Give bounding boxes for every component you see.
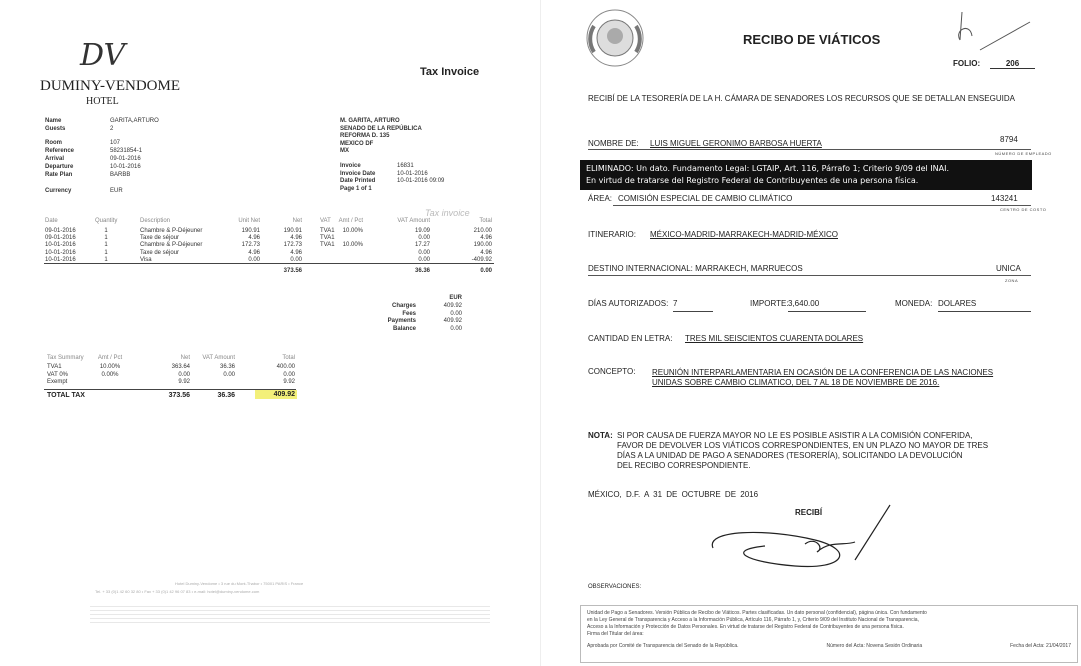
tax-cell: Exempt: [47, 379, 68, 385]
total-tax-net: 373.56: [168, 392, 190, 399]
page-divider: [540, 0, 541, 666]
table-cell: TVA1: [320, 228, 335, 234]
address-line: MX: [340, 148, 349, 154]
area-value: COMISIÓN ESPECIAL DE CAMBIO CLIMÁTICO: [618, 194, 793, 203]
moneda-value: DOLARES: [938, 299, 1031, 312]
guest-field-value: 2: [110, 126, 114, 132]
concepto-label: CONCEPTO:: [588, 367, 636, 376]
tax-cell: 363.64: [171, 364, 190, 370]
guest-field-label: Room: [45, 140, 62, 146]
box-approval: Aprobada por Comité de Transparencia del Senado de la República.: [587, 643, 739, 649]
address-line: REFORMA D. 135: [340, 133, 390, 139]
table-cell: 0.00: [290, 256, 302, 263]
tax-cell: 0.00: [178, 371, 190, 378]
guest-field-label: Arrival: [45, 156, 65, 162]
table-cell: 190.91: [241, 228, 260, 234]
table-cell: 0.00: [418, 256, 430, 263]
hotel-logo-monogram: DV: [80, 38, 126, 73]
total-tax-vat: 36.36: [217, 392, 235, 399]
concepto-line-1: REUNIÓN INTERPARLAMENTARIA EN OCASIÓN DE LA CONFERENCIA DE LAS NACIONES: [652, 368, 994, 377]
nombre-value: LUIS MIGUEL GERONIMO BARBOSA HUERTA: [650, 139, 822, 148]
guest-field-label: Guests: [45, 126, 66, 132]
hotel-invoice-page: [0, 0, 530, 666]
intro-text: RECIBÍ DE LA TESORERÍA DE LA H. CÁMARA DE SENADORES LOS RECURSOS QUE SE DETALLAN ENSEGUIDA: [588, 94, 1015, 103]
importe-label: IMPORTE:: [750, 299, 789, 308]
table-cell: 210.00: [473, 228, 492, 234]
table-header: Net: [292, 218, 302, 224]
zona-value: UNICA: [996, 264, 1021, 273]
table-cell: 4.96: [290, 235, 302, 242]
guest-field-label: Departure: [45, 164, 74, 170]
table-cell: 09-01-2016: [45, 228, 76, 234]
redaction-line-2: En virtud de tratarse del Registro Federal de Contribuyentes de una persona física.: [586, 176, 919, 185]
table-cell: 09-01-2016: [45, 235, 76, 242]
tax-header: Amt / Pct: [97, 355, 123, 361]
table-cell: 4.96: [248, 249, 260, 256]
table-cell: TVA1: [320, 235, 335, 242]
invoice-field-label: Date Printed: [340, 178, 376, 184]
guest-field-value: 107: [110, 140, 121, 146]
invoice-field-value: 16831: [397, 163, 414, 169]
guest-field-label: Currency: [45, 188, 72, 194]
nota-line-3: DÍAS A LA UNIDAD DE PAGO A SENADORES (TESORERÍA), SOLICITANDO LA DEVOLUCIÓN: [617, 451, 963, 460]
dias-value: 7: [673, 299, 713, 312]
tax-header: Net: [180, 355, 190, 361]
recipient-signature-icon: [705, 500, 905, 575]
table-cell: 4.96: [248, 235, 260, 242]
viaticos-receipt-page: [555, 0, 1081, 666]
address-line: M. GARITA, ARTURO: [340, 118, 400, 124]
invoice-field-label: Invoice: [340, 163, 361, 169]
balance-label: Payments: [387, 318, 416, 324]
nota-line-2: FAVOR DE DEVOLVER LOS VIÁTICOS CORRESPONDIENTES, EN UN PLAZO NO MAYOR DE TRES: [617, 441, 989, 450]
tax-cell: 10.00%: [99, 364, 121, 370]
table-cell: Chambre & P-Déjeuner: [140, 228, 203, 234]
nota-line-1: SI POR CAUSA DE FUERZA MAYOR NO LE ES POSIBLE ASISTIR A LA COMISIÓN CONFERIDA,: [617, 431, 973, 440]
employee-number-label: NÚMERO DE EMPLEADO: [995, 151, 1052, 156]
guest-field-value: EUR: [110, 188, 123, 194]
table-header: Description: [140, 218, 171, 224]
table-cell: 1: [104, 228, 108, 234]
tax-header: VAT Amount: [202, 355, 235, 361]
table-header: Total: [479, 218, 492, 224]
table-cell: 1: [104, 235, 108, 242]
senate-seal-icon: [580, 6, 650, 70]
table-cell: Visa: [140, 256, 152, 263]
balance-value: 0.00: [450, 325, 462, 332]
table-cell: 4.96: [290, 249, 302, 256]
table-cell: Taxe de séjour: [140, 235, 180, 242]
itinerario-label: ITINERARIO:: [588, 230, 637, 239]
tax-cell: VAT 0%: [47, 371, 69, 378]
cost-center: 143241: [991, 194, 1018, 203]
address-line: MEXICO DF: [340, 140, 374, 147]
tax-cell: 0.00%: [101, 371, 119, 378]
table-cell: 1: [104, 242, 108, 249]
invoice-title: Tax Invoice: [420, 66, 480, 78]
table-cell: 1: [104, 249, 108, 256]
dias-label: DÍAS AUTORIZADOS:: [588, 299, 669, 308]
box-acta-number: Número del Acta: Novena Sesión Ordinaria: [826, 643, 923, 649]
guest-field-label: Reference: [45, 148, 75, 154]
table-cell: 10-01-2016: [45, 249, 76, 256]
balance-value: 409.92: [443, 303, 462, 309]
itinerario-value: MÉXICO-MADRID-MARRAKECH-MADRID-MÉXICO: [650, 230, 838, 239]
concepto-line-2: UNIDAS SOBRE CAMBIO CLIMATICO, DEL 7 AL 18 DE NOVIEMBRE DE 2016.: [652, 378, 940, 387]
table-cell: 0.00: [248, 256, 260, 263]
tax-cell: 0.00: [283, 371, 295, 378]
table-cell: 17.27: [414, 242, 430, 249]
total-tax-total: 409.92: [255, 390, 297, 399]
table-header: Date: [45, 218, 58, 224]
folio-number: 206: [990, 59, 1035, 69]
box-acta-date: Fecha del Acta: 21/04/2017: [1010, 643, 1071, 649]
table-header: VAT: [320, 218, 331, 224]
hotel-legal-fineprint: [90, 603, 490, 625]
table-cell: 10.00%: [342, 242, 363, 249]
redaction-box: [580, 160, 1032, 190]
table-cell: 172.73: [283, 242, 302, 249]
table-header: Unit Net: [238, 218, 260, 224]
balance-label: Charges: [391, 303, 416, 309]
guest-field-value: BARBB: [110, 172, 131, 178]
table-cell: -409.92: [471, 256, 492, 263]
table-header: Quantity: [95, 218, 118, 224]
nombre-label: NOMBRE DE:: [588, 139, 639, 148]
tax-header: Tax Summary: [47, 355, 84, 361]
hotel-name: DUMINY-VENDOME: [40, 78, 180, 94]
employee-number: 8794: [1000, 135, 1018, 144]
tax-cell: 400.00: [276, 364, 295, 370]
table-cell: 10-01-2016: [45, 242, 76, 249]
guest-field-value: 58231854-1: [110, 148, 143, 154]
balance-label: Fees: [402, 310, 416, 317]
tax-cell: 9.92: [283, 379, 295, 385]
invoice-field-value: 10-01-2016: [397, 170, 428, 177]
table-header: Amt / Pct: [338, 218, 363, 224]
guest-field-label: Rate Plan: [45, 172, 73, 178]
table-cell: 10-01-2016: [45, 256, 76, 263]
receipt-title: RECIBO DE VIÁTICOS: [743, 32, 881, 47]
guest-field-value: 09-01-2016: [110, 156, 141, 162]
tax-cell: 36.36: [219, 364, 235, 370]
invoice-field-label: Invoice Date: [340, 170, 376, 177]
total-total: 0.00: [480, 268, 492, 274]
address-line: SENADO DE LA REPÚBLICA: [340, 125, 422, 132]
destino: DESTINO INTERNACIONAL: MARRAKECH, MARRUECOS: [588, 264, 803, 273]
balance-value: 0.00: [450, 310, 462, 317]
tax-header: Total: [282, 355, 295, 361]
table-cell: TVA1: [320, 242, 335, 249]
total-vat: 36.36: [414, 268, 430, 274]
nota-label: NOTA:: [588, 431, 613, 440]
hotel-sub: HOTEL: [86, 96, 119, 107]
recibi-label: RECIBÍ: [795, 508, 823, 517]
public-version-box: [580, 605, 1078, 663]
table-cell: Chambre & P-Déjeuner: [140, 242, 203, 249]
area-label: ÁREA:: [588, 194, 613, 203]
balance-value: 409.92: [443, 318, 462, 324]
table-cell: 190.91: [283, 228, 302, 234]
table-cell: 0.00: [418, 249, 430, 256]
tax-cell: 9.92: [178, 379, 190, 385]
cantidad-value: TRES MIL SEISCIENTOS CUARENTA DOLARES: [685, 334, 864, 343]
observaciones-label: OBSERVACIONES:: [588, 584, 642, 590]
box-line-4: Firma del Titular del área:: [587, 631, 644, 637]
invoice-field-label: Page 1 of 1: [340, 185, 372, 192]
box-line-3: Acceso a la Información y Protección de Datos Personales. En virtud de tratarse del Registro Federal de Contribuyentes de una persona física.: [587, 624, 904, 630]
zona-label: ZONA: [1005, 278, 1019, 283]
guest-field-label: Name: [45, 118, 62, 124]
table-cell: 10.00%: [342, 228, 363, 234]
nota-line-4: DEL RECIBO CORRESPONDIENTE.: [617, 461, 751, 470]
importe-value: 3,640.00: [788, 299, 866, 312]
table-header: VAT Amount: [397, 218, 430, 224]
tax-cell: 0.00: [223, 371, 235, 378]
box-line-1: Unidad de Pago a Senadores. Versión Pública de Recibo de Viáticos. Partes clasificadas. Un dato personal (confidencial), página única. Con fundamento: [587, 610, 927, 616]
hotel-footer-address: Hotel Duminy-Vendome • 3 rue du Mont-Thabor • 75001 PARIS • France: [175, 581, 304, 586]
redaction-line-1: ELIMINADO: Un dato. Fundamento Legal: LGTAIP, Art. 116, Párrafo 1; Criterio 9/09 del INAI.: [586, 164, 949, 173]
total-net: 373.56: [283, 268, 302, 274]
table-cell: 4.96: [480, 249, 492, 256]
moneda-label: MONEDA:: [895, 299, 933, 308]
table-cell: 190.00: [473, 242, 492, 249]
table-cell: 19.09: [414, 228, 430, 234]
table-cell: 4.96: [480, 235, 492, 242]
invoice-field-value: 10-01-2016 09:09: [397, 178, 445, 184]
cost-center-label: CENTRO DE COSTO: [1000, 207, 1047, 212]
table-cell: 172.73: [241, 242, 260, 249]
place-date: MÉXICO, D.F. A 31 DE OCTUBRE DE 2016: [588, 490, 759, 499]
balance-currency: EUR: [449, 295, 462, 301]
initials-signature-icon: [950, 10, 1040, 55]
total-tax-label: TOTAL TAX: [47, 392, 85, 399]
guest-field-value: GARITA,ARTURO: [110, 118, 159, 124]
cantidad-label: CANTIDAD EN LETRA:: [588, 334, 673, 343]
folio-label: FOLIO:: [953, 59, 981, 68]
table-cell: 0.00: [418, 235, 430, 242]
table-cell: Taxe de séjour: [140, 249, 180, 256]
box-line-2: en la Ley General de Transparencia y Acceso a la Información Pública, Artículo 116, Párrafo 1, y, Criterio 9/09 del Instituto Nacional de Transparencia,: [587, 617, 919, 623]
tax-cell: TVA1: [47, 364, 62, 370]
guest-field-value: 10-01-2016: [110, 164, 141, 170]
hotel-footer-contact: Tel. + 33 (0)1 42 60 32 80 • Fax + 33 (0)1 42 96 07 83 • e-mail: hotel@duminy-vendome.com: [95, 589, 260, 594]
table-cell: 1: [104, 256, 108, 263]
balance-label: Balance: [392, 325, 416, 332]
handwritten-note: Tax invoice: [425, 208, 470, 218]
